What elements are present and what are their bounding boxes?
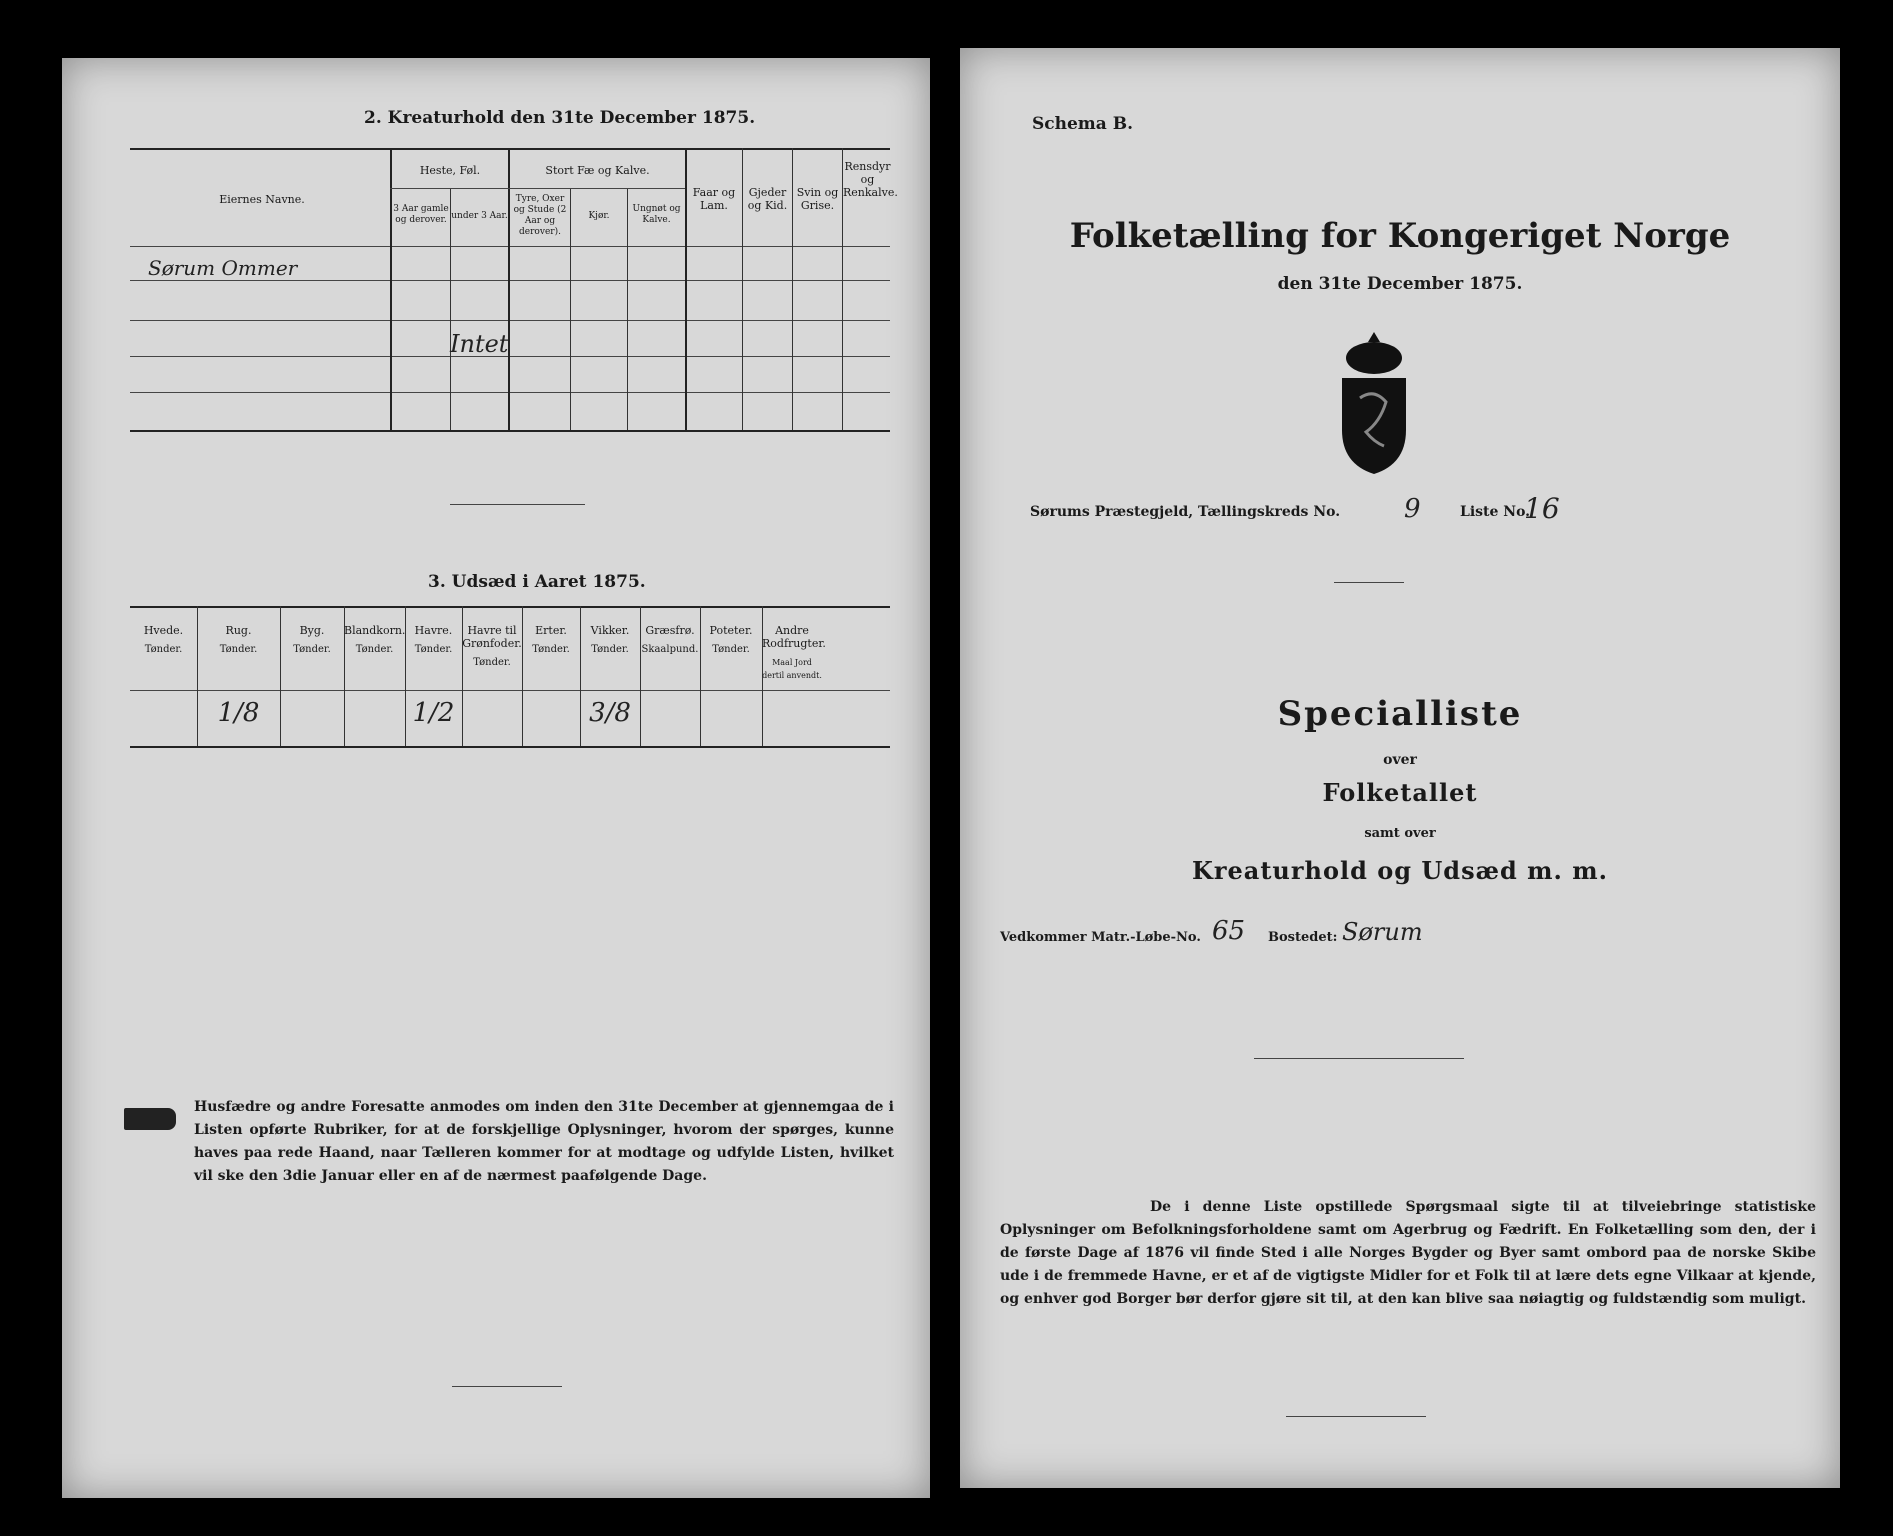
owner-name-handwritten: Sørum Ommer (148, 256, 298, 280)
s3-header (280, 624, 344, 656)
over-text: over (1383, 752, 1417, 768)
s3-header (197, 624, 280, 656)
s3-header-name: Blandkorn. (344, 624, 406, 637)
section2-title: 2. Kreaturhold den 31te December 1875. (364, 108, 756, 128)
s3-header-unit: Tønder. (591, 644, 629, 655)
divider-rule (1254, 1058, 1464, 1059)
footer-rule (452, 1386, 562, 1387)
s3-header-unit: Maal Jord dertil anvendt. (762, 658, 822, 680)
s2-header-stort-b: Kjør. (588, 211, 610, 221)
s3-header-name: Græsfrø. (645, 624, 695, 637)
s3-header-name: Andre Rodfrugter. (762, 624, 826, 650)
s3-header-unit: Tønder. (473, 657, 511, 668)
schema-label: Schema B. (1032, 114, 1134, 134)
s3-header (344, 624, 405, 656)
s3-header-name: Vikker. (590, 624, 630, 637)
s3-header (762, 624, 826, 682)
intet-handwritten: Intet (450, 330, 509, 358)
s2-top-rule (130, 148, 890, 150)
s3-header (130, 624, 197, 656)
s3-header-unit: Tønder. (293, 644, 331, 655)
s3-header-unit: Tønder. (355, 644, 394, 655)
s2-header-stort-c: Ungnøt og Kalve. (632, 204, 681, 225)
s2-row-rule (130, 392, 890, 393)
s3-header-name: Poteter. (709, 624, 753, 637)
left-page (62, 58, 930, 1498)
s3-bottom-rule (130, 746, 890, 748)
bosted-value: Sørum (1342, 918, 1423, 946)
s3-header-rule (130, 690, 890, 691)
s2-header-gjeder: Gjeder og Kid. (747, 186, 788, 212)
liste-label: Liste No. (1460, 504, 1531, 520)
s3-header (580, 624, 640, 656)
samt-over-text: samt over (1364, 826, 1436, 841)
s2-row-rule (130, 320, 890, 321)
folketallet-heading: Folketallet (1322, 778, 1478, 807)
s3-header-name: Byg. (299, 624, 325, 637)
intro-paragraph: De i denne Liste opstillede Spørgsmaal sigte til at tilveiebringe statistiske Oplysninger om Befolkningsforholdene samt om Agerbrug og Fædrift. En Folketælling som den, der i de første Dage af 1876 vil finde Sted i alle Norges Bygder og Byer samt ombord paa de norske Skibe ude i de fremmede Havne, er et af de vigtigste Midler for et Folk til at lære dets egne Vilkaar at kjende, og enhver god Borger bør derfor gjøre sit til, at den kan blive saa nøiagtig og fuldstændig som muligt. (1000, 1199, 1816, 1307)
footer-rule (1286, 1416, 1426, 1417)
s2-row-rule (130, 280, 890, 281)
s3-value-cell: 1/2 (412, 698, 455, 728)
s3-header-unit: Skaalpund. (641, 644, 699, 655)
s2-header-rensdyr: Rensdyr og Renkalve. (843, 160, 898, 199)
s3-header-unit: Tønder. (712, 644, 750, 655)
s3-header-unit: Tønder. (532, 644, 570, 655)
s3-header-unit: Tønder. (219, 644, 258, 655)
s2-col-rule (450, 188, 451, 430)
s3-header (522, 624, 580, 656)
coat-of-arms-icon (1328, 328, 1420, 476)
s3-header-name: Havre. (414, 624, 453, 637)
footnote-text: Husfædre og andre Foresatte anmodes om inden den 31te December at gjennemgaa de i Listen opførte Rubriker, for at de forskjellige Oplysninger, hvorom der spørges, kunne haves paa rede Haand, naar Tælleren kommer for at modtage og udfylde Listen, hvilket vil ske den 3die Januar eller en af de nærmest paafølgende Dage. (194, 1099, 894, 1184)
s2-bottom-rule (130, 430, 890, 432)
s2-header-stort: Stort Fæ og Kalve. (545, 164, 650, 177)
divider-rule (450, 504, 585, 505)
right-page (960, 48, 1840, 1488)
s3-header-unit: Tønder. (414, 644, 453, 655)
parish-label: Sørums Præstegjeld, Tællingskreds No. (1030, 504, 1341, 520)
s2-col-rule (508, 148, 510, 430)
s3-top-rule (130, 606, 890, 608)
bosted-label: Bostedet: (1268, 930, 1338, 945)
s2-header-svin: Svin og Grise. (796, 186, 839, 212)
s3-header (462, 624, 522, 669)
subtitle: den 31te December 1875. (1277, 274, 1523, 294)
s3-header-name: Rug. (225, 624, 252, 637)
s3-header (640, 624, 700, 656)
s2-row-rule (130, 356, 890, 357)
s3-header (405, 624, 462, 656)
s3-value-cell: 3/8 (589, 698, 631, 728)
s3-header-name: Hvede. (143, 624, 184, 637)
kreaturhold-heading: Kreaturhold og Udsæd m. m. (1192, 856, 1608, 885)
s2-header-owner: Eiernes Navne. (219, 193, 305, 206)
s3-header (700, 624, 762, 656)
pointing-hand-icon (124, 1108, 176, 1130)
kreds-number: 9 (1404, 494, 1421, 524)
s2-header-stort-a: Tyre, Oxer og Stude (2 Aar og derover). (513, 194, 567, 237)
s3-header-unit: Tønder. (144, 644, 183, 655)
liste-number: 16 (1524, 492, 1560, 525)
s2-header-heste-a: 3 Aar gamle og derover. (393, 204, 449, 225)
s2-header-rule (130, 246, 890, 247)
s3-header-name: Havre til Grønfoder. (462, 624, 522, 650)
matr-label: Vedkommer Matr.-Løbe-No. (1000, 930, 1201, 945)
s2-header-faar: Faar og Lam. (692, 186, 736, 212)
s3-value-cell: 1/8 (217, 698, 260, 728)
s3-header-name: Erter. (535, 624, 567, 637)
divider-rule (1334, 582, 1404, 583)
s2-header-heste-b: under 3 Aar. (451, 211, 508, 221)
matr-number: 65 (1212, 916, 1246, 946)
main-title: Folketælling for Kongeriget Norge (1069, 216, 1731, 256)
specialliste-heading: Specialliste (1277, 694, 1523, 734)
s2-col-rule (570, 188, 571, 430)
section3-title: 3. Udsæd i Aaret 1875. (428, 572, 646, 592)
s2-subheader-rule (390, 188, 685, 189)
s2-header-heste: Heste, Føl. (419, 164, 481, 177)
s2-col-rule (390, 148, 392, 430)
